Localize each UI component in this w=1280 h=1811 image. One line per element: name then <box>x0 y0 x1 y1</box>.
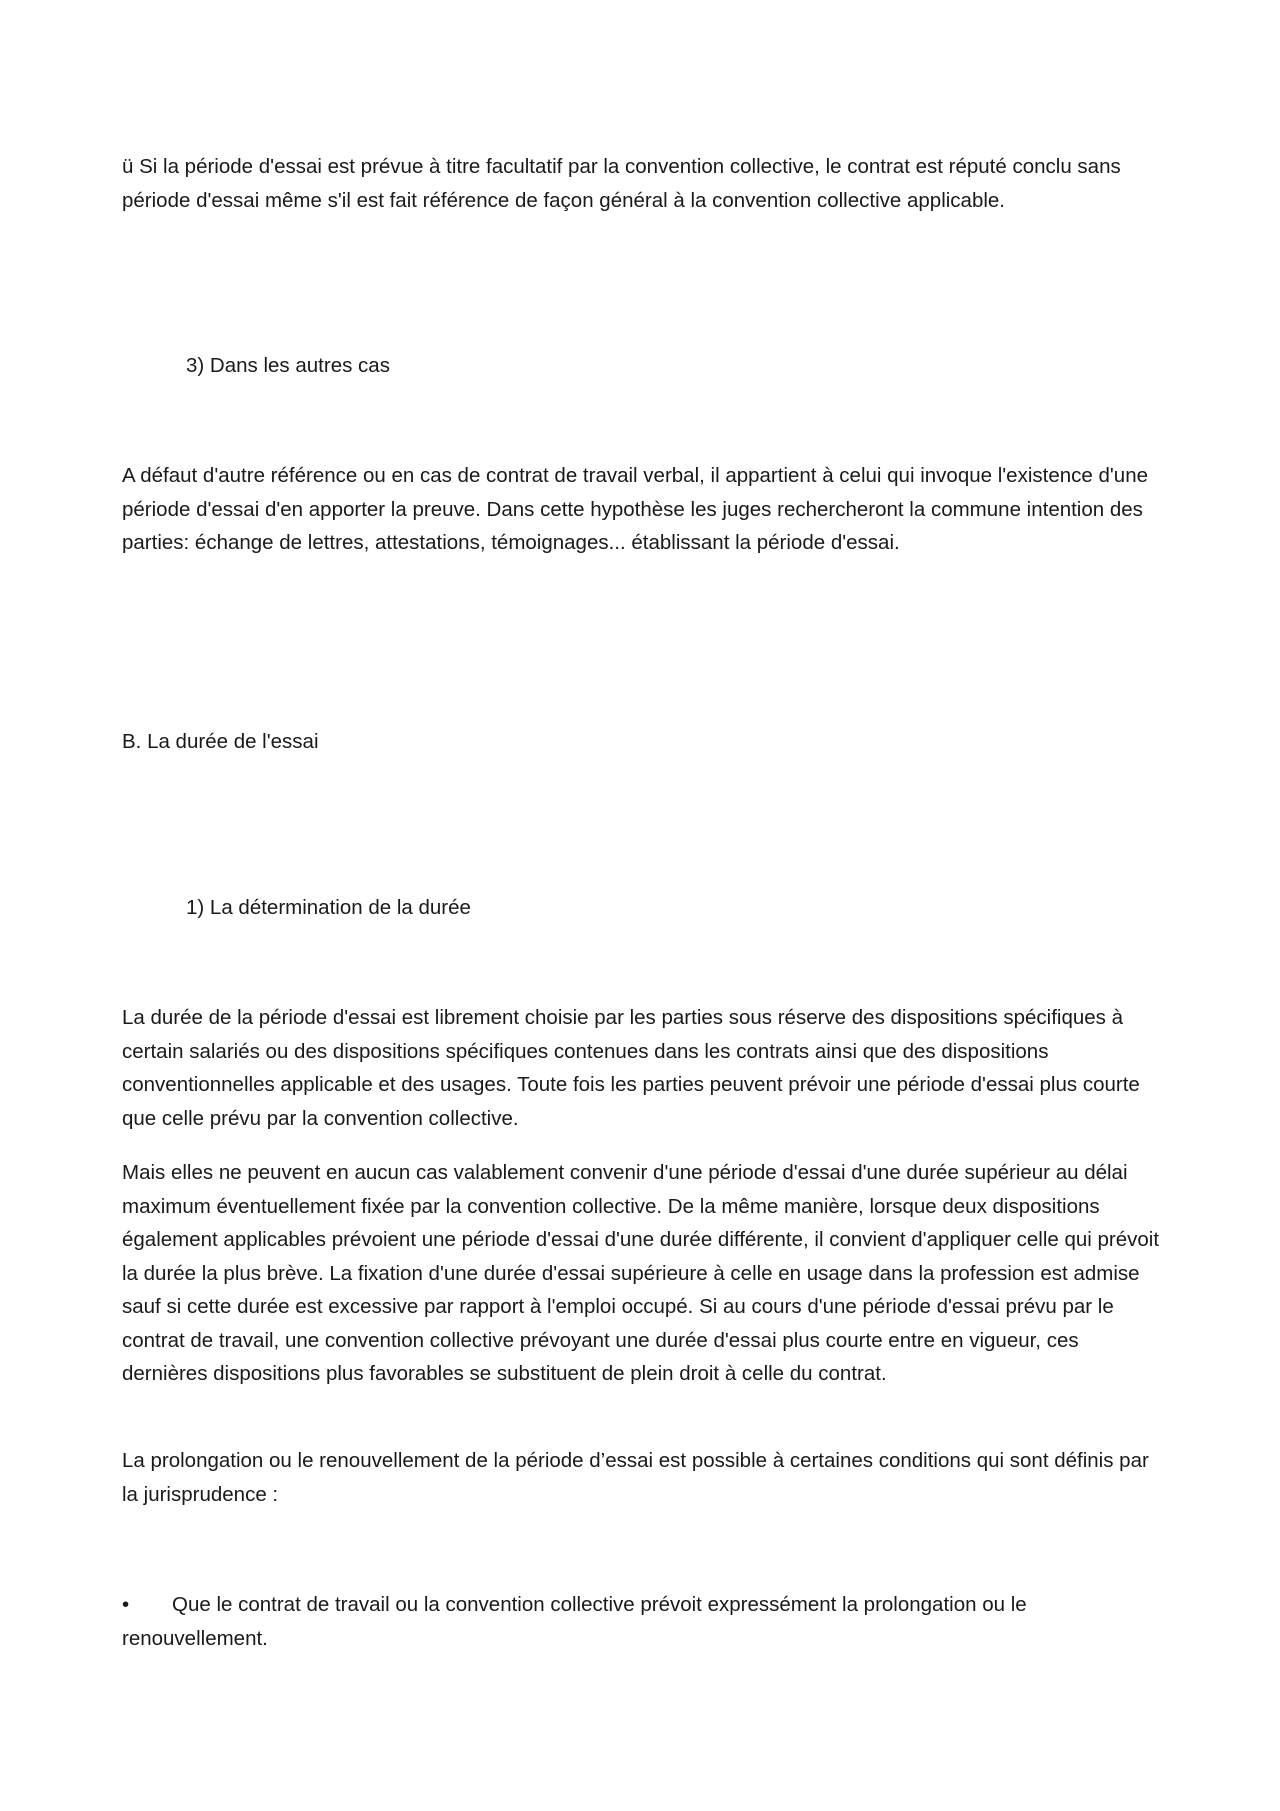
subheading-duration-determination: 1) La détermination de la durée <box>186 896 471 919</box>
paragraph-facultative-trial: ü Si la période d'essai est prévue à titre facultatif par la convention collective, le contrat est réputé conclu sans période d'essai même s'il est fait référence de façon général à la convention collective applicable. <box>122 155 1121 212</box>
section-heading-duration: B. La durée de l'essai <box>122 730 319 753</box>
paragraph-free-choice: La durée de la période d'essai est librement choisie par les parties sous réserve des dispositions spécifiques à certain salariés ou des dispositions spécifiques contenues dans les contrats ainsi que des dispositions conventionnelles applicable et des usages. Toute fois les parties peuvent prévoir une période d'essai plus courte que celle prévu par la convention collective. <box>122 1006 1140 1130</box>
paragraph-max-duration: Mais elles ne peuvent en aucun cas valablement convenir d'une période d'essai d'une durée supérieur au délai maximum éventuellement fixée par la convention collective. De la même manière, lorsque deux dispositions également applicables prévoient une période d'essai d'une durée différente, il convient d'appliquer celle qui prévoit la durée la plus brève. La fixation d'une durée d'essai supérieure à celle en usage dans la profession est admise sauf si cette durée est excessive par rapport à l'emploi occupé. Si au cours d'une période d'essai prévu par le contrat de travail, une convention collective prévoyant une durée d'essai plus courte entre en vigueur, ces dernières dispositions plus favorables se substituent de plein droit à celle du contrat. <box>122 1161 1160 1385</box>
paragraph-proof: A défaut d'autre référence ou en cas de contrat de travail verbal, il appartient à celui qui invoque l'existence d'une période d'essai d'en apporter la preuve. Dans cette hypothèse les juges rechercheront la commune intention des parties: échange de lettres, attestations, témoignages... établissant la période d'essai. <box>122 464 1149 554</box>
paragraph-renewal: La prolongation ou le renouvellement de la période d’essai est possible à certaines conditions qui sont définis par la jurisprudence : <box>122 1449 1149 1506</box>
bullet-item-renewal-condition <box>122 1588 1162 1655</box>
subheading-other-cases: 3) Dans les autres cas <box>186 354 390 377</box>
bullet-item-text: Que le contrat de travail ou la convention collective prévoit expressément la prolongation ou le renouvellement. <box>122 1593 1027 1650</box>
bullet-icon: • <box>122 1593 130 1616</box>
